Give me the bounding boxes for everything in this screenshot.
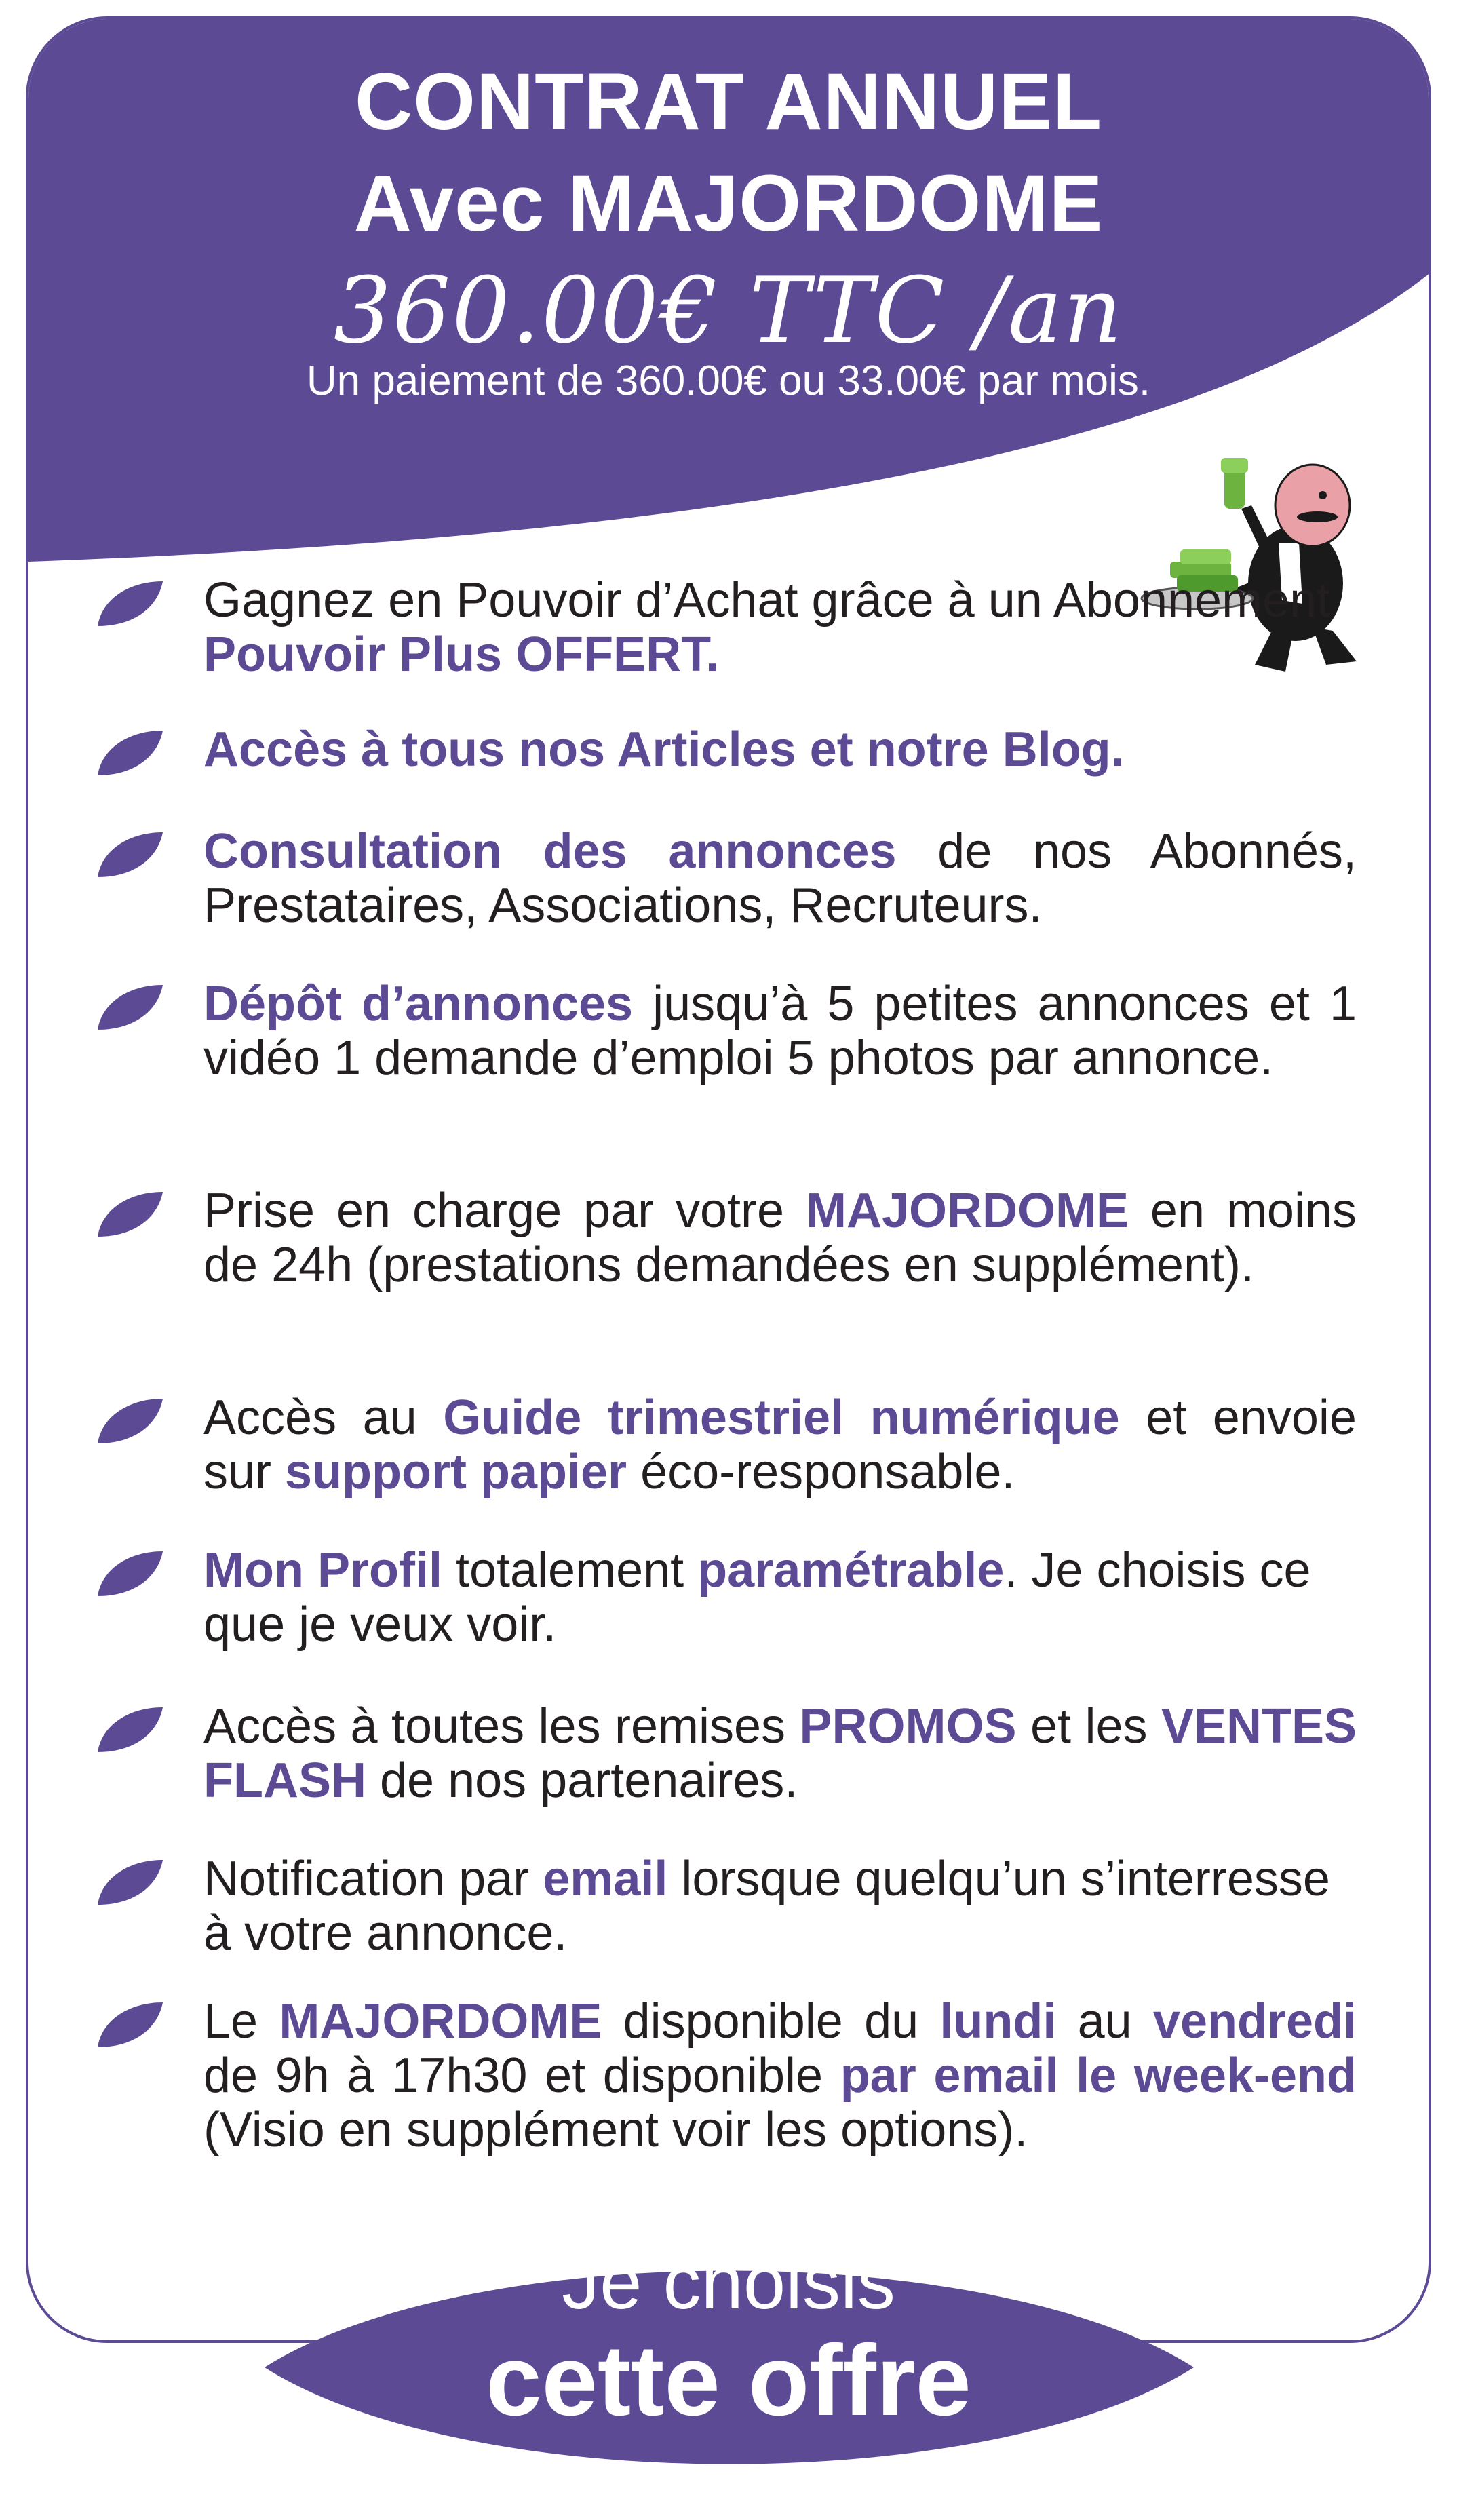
feature-highlight: VENTES FLASH <box>203 1699 1357 1808</box>
leaf-icon <box>95 728 166 778</box>
feature-highlight: email <box>543 1852 668 1906</box>
feature-text <box>203 722 1357 777</box>
title-line-2: Avec MAJORDOME <box>353 159 1104 248</box>
feature-highlight: Accès à tous nos Articles et notre Blog. <box>203 722 1125 777</box>
feature-highlight: Dépôt d’annonces <box>203 977 634 1031</box>
feature-span: au <box>1056 1994 1153 2049</box>
feature-text <box>203 1699 1357 1808</box>
feature-span: totalement <box>442 1543 698 1597</box>
feature-highlight: vendredi <box>1152 1994 1357 2049</box>
feature-text <box>203 1543 1357 1652</box>
leaf-icon <box>95 1705 166 1755</box>
feature-highlight: MAJORDOME <box>806 1184 1129 1238</box>
leaf-icon <box>95 2000 166 2050</box>
feature-text <box>203 977 1357 1085</box>
feature-span: et les <box>1016 1699 1161 1753</box>
leaf-icon <box>95 1857 166 1907</box>
leaf-icon <box>95 579 166 629</box>
feature-text <box>203 573 1357 682</box>
leaf-icon <box>95 982 166 1032</box>
feature-text <box>203 1184 1357 1292</box>
feature-highlight: PROMOS <box>799 1699 1017 1753</box>
cta-label-line1[interactable]: Je choisis <box>562 2240 895 2325</box>
feature-span: de nos partenaires. <box>366 1753 798 1808</box>
leaf-icon <box>95 1549 166 1599</box>
feature-highlight: Guide trimestriel numérique <box>443 1391 1120 1445</box>
feature-text <box>203 824 1357 933</box>
price-subtitle: Un paiement de 360.00€ ou 33.00€ par mois. <box>306 357 1151 404</box>
feature-text <box>203 1852 1357 1960</box>
feature-span: Accès au <box>203 1391 444 1445</box>
feature-span: Notification par <box>203 1852 543 1906</box>
feature-text <box>203 1391 1357 1499</box>
cta-label-line2[interactable]: cette offre <box>486 2325 971 2437</box>
feature-span: . Je choisis ce que je veux voir. <box>203 1543 1311 1652</box>
feature-highlight: Consultation des annonces <box>203 824 897 878</box>
feature-span: jusqu’à 5 petites annonces et 1 vidéo 1 demande d’emploi 5 photos par annonce. <box>203 977 1357 1085</box>
feature-span: en moins de 24h (prestations demandées en supplément). <box>203 1184 1357 1292</box>
feature-span: Le <box>203 1994 279 2049</box>
feature-span: lorsque quelqu’un s’interresse à votre annonce. <box>203 1852 1330 1960</box>
feature-span: Gagnez en Pouvoir d’Achat grâce à un Abonnement <box>203 573 1331 627</box>
feature-highlight: MAJORDOME <box>279 1994 602 2049</box>
feature-span: (Visio en supplément voir les options). <box>203 2103 1028 2157</box>
feature-highlight: paramétrable <box>697 1543 1005 1597</box>
feature-text <box>203 1994 1357 2157</box>
feature-span: Prise en charge par votre <box>203 1184 806 1238</box>
feature-span: de nos Abonnés, Prestataires, Associations, Recruteurs. <box>203 824 1357 933</box>
feature-highlight: par email le week-end <box>840 2049 1357 2103</box>
feature-span: de 9h à 17h30 et disponible <box>203 2049 840 2103</box>
leaf-icon <box>95 1396 166 1446</box>
leaf-icon <box>95 830 166 880</box>
feature-highlight: lundi <box>939 1994 1057 2049</box>
feature-highlight: Pouvoir Plus OFFERT. <box>203 627 720 682</box>
feature-highlight: Mon Profil <box>203 1543 442 1597</box>
title-line-1: CONTRAT ANNUEL <box>354 57 1103 147</box>
feature-span: disponible du <box>602 1994 940 2049</box>
feature-span: Accès à toutes les remises <box>203 1699 800 1753</box>
price: 360.00€ TTC /an <box>333 258 1124 364</box>
feature-span: éco-responsable. <box>627 1445 1015 1499</box>
feature-span: et envoie sur <box>203 1391 1357 1499</box>
leaf-icon <box>95 1189 166 1239</box>
feature-highlight: support papier <box>285 1445 627 1499</box>
